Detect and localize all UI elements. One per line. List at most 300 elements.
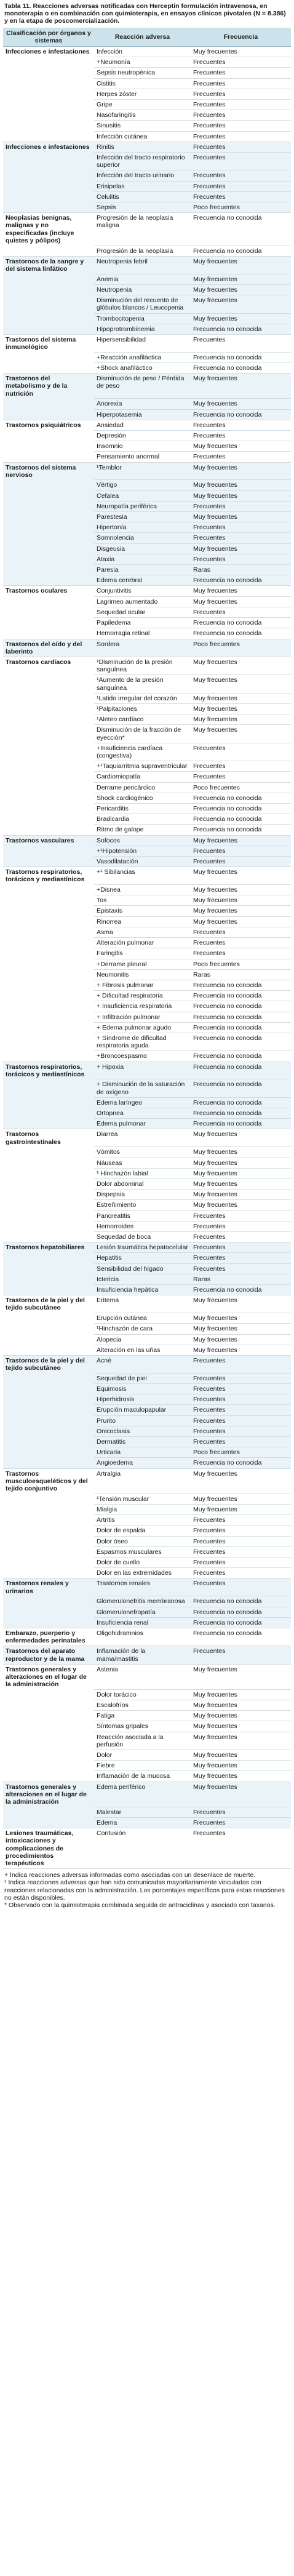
frequency-cell: Frecuentes [191, 1526, 291, 1536]
frequency-cell: Frecuentes [191, 948, 291, 959]
table-row [3, 703, 291, 714]
frequency-cell: Frecuentes [191, 1394, 291, 1405]
organ-class-cell [3, 991, 94, 1001]
organ-class-cell [3, 1263, 94, 1274]
frequency-cell: Frecuentes [191, 1221, 291, 1231]
table-row [3, 1274, 291, 1284]
adverse-reaction-cell: Neuropatía periférica [94, 501, 191, 511]
adverse-reaction-cell: Nasofaringitis [94, 110, 191, 121]
frequency-cell: Frecuencia no conocida [191, 1285, 291, 1295]
organ-class-cell [3, 100, 94, 110]
frequency-cell: Frecuentes [191, 1263, 291, 1274]
table-row [3, 543, 291, 554]
adverse-reaction-cell: Progresión de la neoplasia maligna [94, 213, 191, 246]
table-row [3, 1415, 291, 1426]
organ-class-cell [3, 543, 94, 554]
adverse-reaction-cell: Vómitos [94, 1147, 191, 1158]
adverse-reaction-cell: Hemorragia retinal [94, 628, 191, 639]
adverse-reaction-cell: Ataxia [94, 554, 191, 564]
adverse-reaction-cell: Infección cutánea [94, 131, 191, 142]
adverse-reaction-cell: Herpes zóster [94, 89, 191, 99]
frequency-cell: Muy frecuentes [191, 462, 291, 480]
frequency-cell: Frecuencia no conocida [191, 1607, 291, 1617]
table-row [3, 714, 291, 725]
organ-class-cell [3, 202, 94, 213]
adverse-reaction-cell: ¹Tensión muscular [94, 1494, 191, 1504]
organ-class-cell [3, 675, 94, 693]
table-row [3, 1147, 291, 1158]
organ-class-cell [3, 725, 94, 743]
adverse-reaction-cell: + Insuficiencia respiratoria [94, 1001, 191, 1012]
organ-class-cell [3, 1200, 94, 1210]
table-row [3, 1447, 291, 1458]
organ-class-cell [3, 284, 94, 295]
table-row [3, 153, 291, 170]
table-row [3, 916, 291, 927]
table-row [3, 533, 291, 543]
table-row [3, 772, 291, 782]
table-row [3, 980, 291, 990]
frequency-cell: Frecuentes [191, 420, 291, 430]
organ-class-cell: Neoplasias benignas, malignas y no especificadas (incluye quistes y pólipos) [3, 213, 94, 246]
table-row [3, 1771, 291, 1782]
frequency-cell: Muy frecuentes [191, 1190, 291, 1200]
organ-class-cell [3, 927, 94, 937]
frequency-cell: Frecuentes [191, 856, 291, 866]
organ-class-cell [3, 1108, 94, 1119]
frequency-cell: Muy frecuentes [191, 1750, 291, 1761]
frequency-cell: Frecuentes [191, 1817, 291, 1828]
adverse-reaction-cell: Sordera [94, 639, 191, 657]
organ-class-cell [3, 1494, 94, 1504]
table-row [3, 1607, 291, 1617]
table-row [3, 142, 291, 152]
adverse-reactions-table [3, 28, 291, 1870]
table-row [3, 1062, 291, 1079]
table-row [3, 1097, 291, 1108]
frequency-cell: Frecuencia no conocida [191, 980, 291, 990]
adverse-reaction-cell: Edema cerebral [94, 575, 191, 586]
footnote-infusion: ¹ Indica reacciones adversas que han sido comunicadas mayoritariamente vinculadas con reacciones relacionadas con la administración. Los porcentajes específicos para estas reacciones no están disponibles. [4, 1879, 285, 1902]
organ-class-cell [3, 313, 94, 324]
organ-class-cell [3, 274, 94, 284]
adverse-reaction-cell: Gripe [94, 100, 191, 110]
adverse-reaction-cell: Malestar [94, 1807, 191, 1817]
frequency-cell: Muy frecuentes [191, 1158, 291, 1168]
organ-class-cell [3, 938, 94, 948]
adverse-reaction-cell: Urticaria [94, 1447, 191, 1458]
organ-class-cell: Trastornos cardíacos [3, 657, 94, 674]
organ-class-cell [3, 743, 94, 761]
table-row [3, 885, 291, 895]
frequency-cell: Muy frecuentes [191, 1711, 291, 1721]
organ-class-cell [3, 246, 94, 256]
organ-class-cell [3, 1596, 94, 1607]
table-header-row [3, 28, 291, 47]
frequency-cell: Frecuentes [191, 110, 291, 121]
frequency-cell: Frecuentes [191, 1546, 291, 1557]
organ-class-cell [3, 1426, 94, 1436]
organ-class-cell [3, 1405, 94, 1415]
table-row [3, 906, 291, 916]
organ-class-cell [3, 1394, 94, 1405]
table-row [3, 959, 291, 969]
frequency-cell: Muy frecuentes [191, 1168, 291, 1178]
organ-class-cell [3, 1817, 94, 1828]
frequency-cell: Frecuentes [191, 743, 291, 761]
frequency-cell: Raras [191, 1274, 291, 1284]
organ-class-cell [3, 181, 94, 191]
adverse-reaction-cell: ¹Palpitaciones [94, 703, 191, 714]
table-row [3, 512, 291, 522]
organ-class-cell [3, 1546, 94, 1557]
adverse-reaction-cell: Sepsis neutropénica [94, 68, 191, 78]
organ-class-cell: Trastornos renales y urinarios [3, 1578, 94, 1596]
table-row [3, 1526, 291, 1536]
organ-class-cell [3, 1324, 94, 1334]
adverse-reaction-cell: Erisipelas [94, 181, 191, 191]
table-row [3, 1345, 291, 1355]
organ-class-cell [3, 607, 94, 617]
table-row [3, 1394, 291, 1405]
adverse-reaction-cell: Diarrea [94, 1129, 191, 1147]
frequency-cell: Muy frecuentes [191, 714, 291, 725]
organ-class-cell [3, 1515, 94, 1526]
adverse-reaction-cell: Cefalea [94, 490, 191, 501]
frequency-cell: Muy frecuentes [191, 1664, 291, 1689]
frequency-cell: Frecuentes [191, 1415, 291, 1426]
frequency-cell: Poco frecuentes [191, 639, 291, 657]
table-caption: Tabla 11. Reacciones adversas notificadas con Herceptin formulación intravenosa, en monoterapia o en combinación con quimioterapia, en ensayos clínicos pivotales (N = 8.386) y en la etapa de poscomercialización. [4, 2, 286, 25]
adverse-reaction-cell: Infección del tracto respiratorio superior [94, 153, 191, 170]
table-row [3, 693, 291, 703]
adverse-reaction-cell: Inflamación de la mucosa [94, 1771, 191, 1782]
frequency-cell: Muy frecuentes [191, 725, 291, 743]
table-row [3, 1231, 291, 1242]
organ-class-cell [3, 78, 94, 89]
table-row [3, 825, 291, 835]
frequency-cell: Muy frecuentes [191, 374, 291, 399]
frequency-cell: Frecuentes [191, 1646, 291, 1664]
frequency-cell: Muy frecuentes [191, 885, 291, 895]
adverse-reaction-cell: Trombocitopenia [94, 313, 191, 324]
adverse-reaction-cell: Neutropenia [94, 284, 191, 295]
organ-class-cell [3, 1617, 94, 1628]
frequency-cell: Frecuencia no conocida [191, 1022, 291, 1033]
frequency-cell: Frecuentes [191, 57, 291, 68]
adverse-reaction-cell: Mialgia [94, 1504, 191, 1514]
table-row [3, 1437, 291, 1447]
table-row [3, 793, 291, 803]
frequency-cell: Frecuencia no conocida [191, 1062, 291, 1079]
organ-class-cell [3, 1607, 94, 1617]
adverse-reaction-cell: Cardiomiopatía [94, 772, 191, 782]
frequency-cell: Frecuentes [191, 1405, 291, 1415]
organ-class-cell [3, 980, 94, 990]
organ-class-cell [3, 89, 94, 99]
table-row [3, 409, 291, 420]
organ-class-cell: Trastornos del sistema inmunológico [3, 334, 94, 352]
organ-class-cell [3, 512, 94, 522]
frequency-cell: Frecuencia no conocida [191, 803, 291, 814]
organ-class-cell [3, 1689, 94, 1700]
table-row [3, 110, 291, 121]
table-row [3, 1557, 291, 1567]
organ-class-cell [3, 1373, 94, 1383]
table-row [3, 1051, 291, 1062]
adverse-reaction-cell: + Fibrosis pulmonar [94, 980, 191, 990]
adverse-reaction-cell: Ansiedad [94, 420, 191, 430]
adverse-reaction-cell: Conjuntivitis [94, 586, 191, 596]
table-row [3, 522, 291, 533]
frequency-cell: Frecuencia no conocida [191, 1596, 291, 1607]
adverse-reaction-cell: Lesión traumática hepatocelular [94, 1242, 191, 1253]
adverse-reaction-cell: Asma [94, 927, 191, 937]
organ-class-cell: Trastornos musculoesqueléticos y del tejido conjuntivo [3, 1468, 94, 1494]
frequency-cell: Frecuentes [191, 1807, 291, 1817]
frequency-cell: Muy frecuentes [191, 586, 291, 596]
organ-class-cell [3, 1285, 94, 1295]
frequency-cell: Raras [191, 565, 291, 575]
adverse-reaction-cell: Anorexia [94, 399, 191, 409]
table-row [3, 1664, 291, 1689]
organ-class-cell [3, 170, 94, 181]
frequency-cell: Frecuentes [191, 522, 291, 533]
frequency-cell: Frecuentes [191, 153, 291, 170]
table-row [3, 927, 291, 937]
organ-class-cell [3, 856, 94, 866]
organ-class-cell: Trastornos respiratorios, torácicos y mediastínicos [3, 867, 94, 885]
adverse-reaction-cell: Paresia [94, 565, 191, 575]
organ-class-cell: Trastornos del oído y del laberinto [3, 639, 94, 657]
organ-class-cell [3, 825, 94, 835]
frequency-cell: Frecuencia no conocida [191, 825, 291, 835]
adverse-reaction-cell: Edema pulmonar [94, 1119, 191, 1129]
adverse-reaction-cell: +Insuficiencia cardíaca (congestiva) [94, 743, 191, 761]
adverse-reaction-cell: Dermatitis [94, 1437, 191, 1447]
organ-class-cell [3, 1334, 94, 1345]
organ-class-cell [3, 814, 94, 825]
adverse-reaction-cell: Disminución del recuento de glóbulos blancos / Leucopenia [94, 295, 191, 313]
table-row [3, 607, 291, 617]
frequency-cell: Frecuentes [191, 1373, 291, 1383]
organ-class-cell [3, 1097, 94, 1108]
frequency-cell: Muy frecuentes [191, 295, 291, 313]
frequency-cell: Muy frecuentes [191, 1334, 291, 1345]
table-row [3, 1373, 291, 1383]
organ-class-cell [3, 1504, 94, 1514]
organ-class-cell [3, 1210, 94, 1221]
adverse-reaction-cell: +Disnea [94, 885, 191, 895]
organ-class-cell [3, 761, 94, 772]
frequency-cell: Poco frecuentes [191, 782, 291, 793]
adverse-reaction-cell: Hiperhidrosis [94, 1394, 191, 1405]
adverse-reaction-cell: Espasmos musculares [94, 1546, 191, 1557]
adverse-reaction-cell: Neumonitis [94, 969, 191, 980]
table-row [3, 284, 291, 295]
organ-class-cell: Trastornos del aparato reproductor y de la mama [3, 1646, 94, 1664]
adverse-reaction-cell: Vértigo [94, 480, 191, 490]
organ-class-cell [3, 57, 94, 68]
frequency-cell: Frecuencia no conocida [191, 1051, 291, 1062]
organ-class-cell [3, 153, 94, 170]
organ-class-cell [3, 1313, 94, 1324]
table-row [3, 618, 291, 628]
adverse-reaction-cell: Pensamiento anormal [94, 452, 191, 462]
frequency-cell: Frecuencia no conocida [191, 1079, 291, 1097]
table-row [3, 256, 291, 274]
adverse-reaction-cell: Sequedad de boca [94, 1231, 191, 1242]
table-row [3, 782, 291, 793]
table-row [3, 1108, 291, 1119]
adverse-reaction-cell: Hepatitis [94, 1253, 191, 1263]
adverse-reaction-cell: Sinusitis [94, 121, 191, 131]
organ-class-cell [3, 399, 94, 409]
organ-class-cell: Trastornos de la piel y del tejido subcutáneo [3, 1355, 94, 1373]
table-row [3, 1158, 291, 1168]
frequency-cell: Frecuencia no conocida [191, 324, 291, 334]
frequency-cell: Muy frecuentes [191, 1147, 291, 1158]
table-row [3, 1782, 291, 1807]
adverse-reaction-cell: Epistaxis [94, 906, 191, 916]
table-row [3, 761, 291, 772]
header-frequency: Frecuencia [191, 28, 291, 47]
frequency-cell: Muy frecuentes [191, 480, 291, 490]
organ-class-cell [3, 1568, 94, 1578]
table-row [3, 1178, 291, 1189]
table-row [3, 1012, 291, 1022]
table-row [3, 363, 291, 374]
organ-class-cell [3, 1231, 94, 1242]
frequency-cell: Muy frecuentes [191, 1295, 291, 1313]
adverse-reaction-cell: Ritmo de galope [94, 825, 191, 835]
adverse-reaction-cell: Disminución de la fracción de eyección* [94, 725, 191, 743]
organ-class-cell [3, 1051, 94, 1062]
table-row [3, 462, 291, 480]
organ-class-cell: Embarazo, puerperio y enfermedades perinatales [3, 1628, 94, 1646]
organ-class-cell [3, 1700, 94, 1711]
frequency-cell: Frecuentes [191, 1253, 291, 1263]
frequency-cell: Frecuentes [191, 131, 291, 142]
adverse-reaction-cell: Dolor [94, 1750, 191, 1761]
organ-class-cell [3, 1750, 94, 1761]
frequency-cell: Frecuentes [191, 1231, 291, 1242]
organ-class-cell [3, 533, 94, 543]
frequency-cell: Frecuentes [191, 181, 291, 191]
table-row [3, 313, 291, 324]
frequency-cell: Frecuencia no conocida [191, 1001, 291, 1012]
table-row [3, 1504, 291, 1514]
table-row [3, 948, 291, 959]
organ-class-cell [3, 1079, 94, 1097]
adverse-reaction-cell: Dolor óseo [94, 1536, 191, 1546]
organ-class-cell: Trastornos de la sangre y del sistema linfático [3, 256, 94, 274]
organ-class-cell [3, 895, 94, 906]
organ-class-cell [3, 1458, 94, 1468]
frequency-cell: Muy frecuentes [191, 675, 291, 693]
frequency-cell: Poco frecuentes [191, 1447, 291, 1458]
frequency-cell: Muy frecuentes [191, 1504, 291, 1514]
organ-class-cell [3, 772, 94, 782]
frequency-cell: Frecuentes [191, 68, 291, 78]
frequency-cell: Muy frecuentes [191, 906, 291, 916]
frequency-cell: Frecuentes [191, 142, 291, 152]
frequency-cell: Muy frecuentes [191, 916, 291, 927]
table-row [3, 639, 291, 657]
table-row [3, 170, 291, 181]
organ-class-cell [3, 480, 94, 490]
organ-class-cell [3, 110, 94, 121]
frequency-cell: Frecuencia no conocida [191, 628, 291, 639]
adverse-reaction-cell: Anemia [94, 274, 191, 284]
frequency-cell: Frecuencia no conocida [191, 1119, 291, 1129]
adverse-reaction-cell: Alteración pulmonar [94, 938, 191, 948]
adverse-reaction-cell: Tos [94, 895, 191, 906]
frequency-cell: Muy frecuentes [191, 1689, 291, 1700]
adverse-reaction-cell: Angioedema [94, 1458, 191, 1468]
frequency-cell: Muy frecuentes [191, 441, 291, 452]
organ-class-cell: Trastornos vasculares [3, 835, 94, 846]
frequency-cell: Muy frecuentes [191, 703, 291, 714]
organ-class-cell [3, 1437, 94, 1447]
frequency-cell: Frecuentes [191, 1557, 291, 1567]
adverse-reaction-cell: Sensibilidad del hígado [94, 1263, 191, 1274]
organ-class-cell [3, 430, 94, 441]
table-row [3, 1515, 291, 1526]
adverse-reaction-cell: Fatiga [94, 1711, 191, 1721]
adverse-reaction-cell: +Derrame pleural [94, 959, 191, 969]
table-row [3, 100, 291, 110]
frequency-cell: Frecuentes [191, 100, 291, 110]
organ-class-cell [3, 501, 94, 511]
adverse-reaction-cell: Erupción maculopapular [94, 1405, 191, 1415]
organ-class-cell [3, 121, 94, 131]
table-row [3, 565, 291, 575]
organ-class-cell [3, 885, 94, 895]
organ-class-cell [3, 1526, 94, 1536]
adverse-reaction-cell: +Broncoespasmo [94, 1051, 191, 1062]
table-row [3, 867, 291, 885]
table-row [3, 1628, 291, 1646]
organ-class-cell: Trastornos hepatobiliares [3, 1242, 94, 1253]
adverse-reaction-cell: Lagrimeo aumentado [94, 596, 191, 607]
frequency-cell: Frecuentes [191, 1384, 291, 1394]
table-row [3, 78, 291, 89]
footnote-death: + Indica reacciones adversas informadas como asociadas con un desenlace de muerte. [4, 1871, 256, 1879]
adverse-reaction-cell: Hipersensibilidad [94, 334, 191, 352]
frequency-cell: Frecuentes [191, 121, 291, 131]
adverse-reaction-cell: + Hipoxia [94, 1062, 191, 1079]
table-row [3, 1033, 291, 1050]
frequency-cell: Muy frecuentes [191, 256, 291, 274]
table-row [3, 938, 291, 948]
organ-class-cell [3, 363, 94, 374]
organ-class-cell [3, 628, 94, 639]
adverse-reaction-cell: Celulitis [94, 191, 191, 202]
adverse-reaction-cell: +¹Hipotensión [94, 846, 191, 856]
organ-class-cell [3, 1022, 94, 1033]
frequency-cell: Frecuentes [191, 846, 291, 856]
organ-class-cell [3, 948, 94, 959]
frequency-cell: Frecuentes [191, 607, 291, 617]
organ-class-cell: Trastornos oculares [3, 586, 94, 596]
table-row [3, 1689, 291, 1700]
table-row [3, 657, 291, 674]
frequency-cell: Muy frecuentes [191, 1771, 291, 1782]
table-body [3, 47, 291, 1869]
organ-class-cell [3, 1447, 94, 1458]
frequency-cell: Muy frecuentes [191, 1732, 291, 1750]
